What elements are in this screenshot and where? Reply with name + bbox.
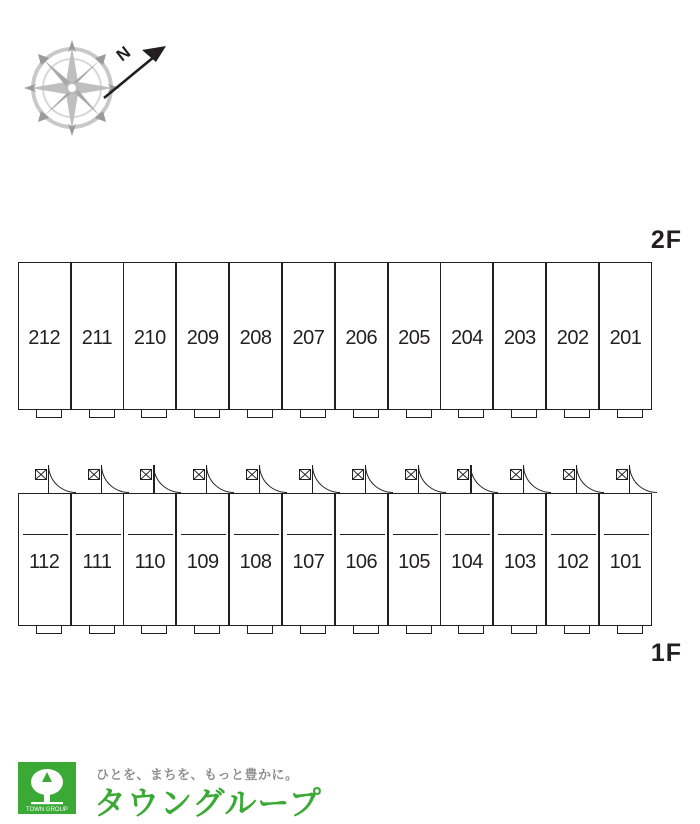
unit-entry-102 [564,626,590,634]
unit-partition [551,534,596,535]
unit-door-swing-103 [523,465,551,493]
unit-entry-201 [617,410,643,418]
logo-tagline: ひとを、まちを、もっと豊かに。 [96,767,299,782]
unit-partition [287,534,332,535]
unit-meter-box-102 [563,467,575,478]
unit-label-206: 206 [345,327,378,349]
unit-label-210: 210 [133,327,166,349]
unit-entry-106 [353,626,379,634]
unit-label-103: 103 [503,551,536,573]
unit-label-211: 211 [81,327,113,349]
unit-208 [229,262,282,410]
floor-label-2f: 2F [650,226,682,254]
unit-door-leaf-106 [365,465,366,493]
unit-partition [445,534,490,535]
unit-meter-box-103 [510,467,522,478]
compass-north-label: N [112,42,135,66]
unit-label-112: 112 [28,551,60,573]
unit-door-swing-105 [418,465,446,493]
unit-door-leaf-101 [629,465,630,493]
unit-meter-box-106 [352,467,364,478]
unit-partition [23,534,68,535]
unit-label-105: 105 [398,551,431,573]
unit-door-swing-112 [48,465,76,493]
unit-entry-109 [194,626,220,634]
unit-label-202: 202 [556,327,589,349]
unit-212 [18,262,71,410]
unit-211 [71,262,124,410]
unit-entry-101 [617,626,643,634]
unit-label-111: 111 [82,551,112,573]
unit-door-swing-110 [153,465,181,493]
unit-201 [599,262,652,410]
unit-meter-box-109 [193,467,205,478]
logo-name: タウングループ [94,785,322,821]
unit-entry-207 [300,410,326,418]
unit-entry-103 [511,626,537,634]
unit-partition [393,534,438,535]
logo-mark-caption: TOWN GROUP [26,807,68,813]
unit-meter-box-107 [299,467,311,478]
unit-111 [71,493,124,626]
unit-door-swing-104 [470,465,498,493]
unit-108 [229,493,282,626]
unit-206 [335,262,388,410]
unit-label-203: 203 [503,327,536,349]
unit-entry-104 [458,626,484,634]
unit-door-leaf-110 [153,465,154,493]
unit-entry-107 [300,626,326,634]
unit-door-swing-111 [101,465,129,493]
unit-204 [440,262,493,410]
unit-label-208: 208 [239,327,272,349]
unit-partition [234,534,279,535]
brand-logo [18,762,682,821]
unit-110 [123,493,176,626]
unit-meter-box-105 [405,467,417,478]
unit-205 [388,262,441,410]
unit-label-104: 104 [451,551,483,573]
unit-door-swing-109 [206,465,234,493]
unit-107 [282,493,335,626]
unit-entry-208 [247,410,273,418]
unit-door-swing-106 [365,465,393,493]
unit-207 [282,262,335,410]
unit-209 [176,262,229,410]
floor-plan-2f [16,262,684,432]
unit-label-204: 204 [451,327,483,349]
unit-105 [388,493,441,626]
unit-entry-112 [36,626,62,634]
unit-label-207: 207 [292,327,325,349]
unit-210 [123,262,176,410]
unit-meter-box-101 [616,467,628,478]
unit-112 [18,493,71,626]
unit-door-leaf-104 [470,465,471,493]
unit-partition [340,534,385,535]
unit-door-swing-108 [259,465,287,493]
unit-entry-204 [458,410,484,418]
unit-door-leaf-109 [206,465,207,493]
unit-102 [546,493,599,626]
unit-203 [493,262,546,410]
unit-entry-105 [406,626,432,634]
unit-partition [181,534,226,535]
unit-103 [493,493,546,626]
floor-label-1f: 1F [650,639,682,667]
unit-partition [604,534,649,535]
unit-door-leaf-103 [523,465,524,493]
unit-entry-203 [511,410,537,418]
unit-entry-209 [194,410,220,418]
tree-logo-icon [18,762,76,814]
unit-partition [128,534,173,535]
unit-partition [498,534,543,535]
unit-entry-202 [564,410,590,418]
unit-label-205: 205 [398,327,431,349]
compass-rose-icon [18,22,168,142]
unit-entry-108 [247,626,273,634]
unit-label-209: 209 [186,327,219,349]
unit-row-2f [16,262,684,432]
unit-label-102: 102 [556,551,589,573]
unit-104 [440,493,493,626]
unit-door-leaf-108 [259,465,260,493]
unit-101 [599,493,652,626]
unit-partition [76,534,121,535]
unit-meter-box-104 [457,467,469,478]
unit-meter-box-108 [246,467,258,478]
floor-plan-1f [16,463,684,643]
unit-label-106: 106 [345,551,378,573]
unit-label-201: 201 [609,327,642,349]
unit-entry-205 [406,410,432,418]
unit-label-110: 110 [134,551,166,573]
unit-entry-212 [36,410,62,418]
unit-door-leaf-102 [576,465,577,493]
unit-109 [176,493,229,626]
unit-door-swing-102 [576,465,604,493]
unit-door-leaf-105 [418,465,419,493]
unit-door-swing-107 [312,465,340,493]
unit-202 [546,262,599,410]
unit-106 [335,493,388,626]
unit-entry-110 [141,626,167,634]
unit-entry-210 [141,410,167,418]
unit-row-1f [16,463,684,643]
unit-meter-box-112 [35,467,47,478]
unit-label-101: 101 [609,551,642,573]
unit-door-leaf-112 [48,465,49,493]
unit-meter-box-111 [88,467,100,478]
unit-entry-111 [89,626,115,634]
unit-entry-206 [353,410,379,418]
unit-label-109: 109 [186,551,219,573]
unit-meter-box-110 [140,467,152,478]
unit-door-leaf-111 [101,465,102,493]
unit-label-107: 107 [292,551,325,573]
unit-door-swing-101 [629,465,657,493]
unit-door-leaf-107 [312,465,313,493]
unit-label-212: 212 [28,327,61,349]
unit-label-108: 108 [239,551,272,573]
unit-entry-211 [89,410,115,418]
